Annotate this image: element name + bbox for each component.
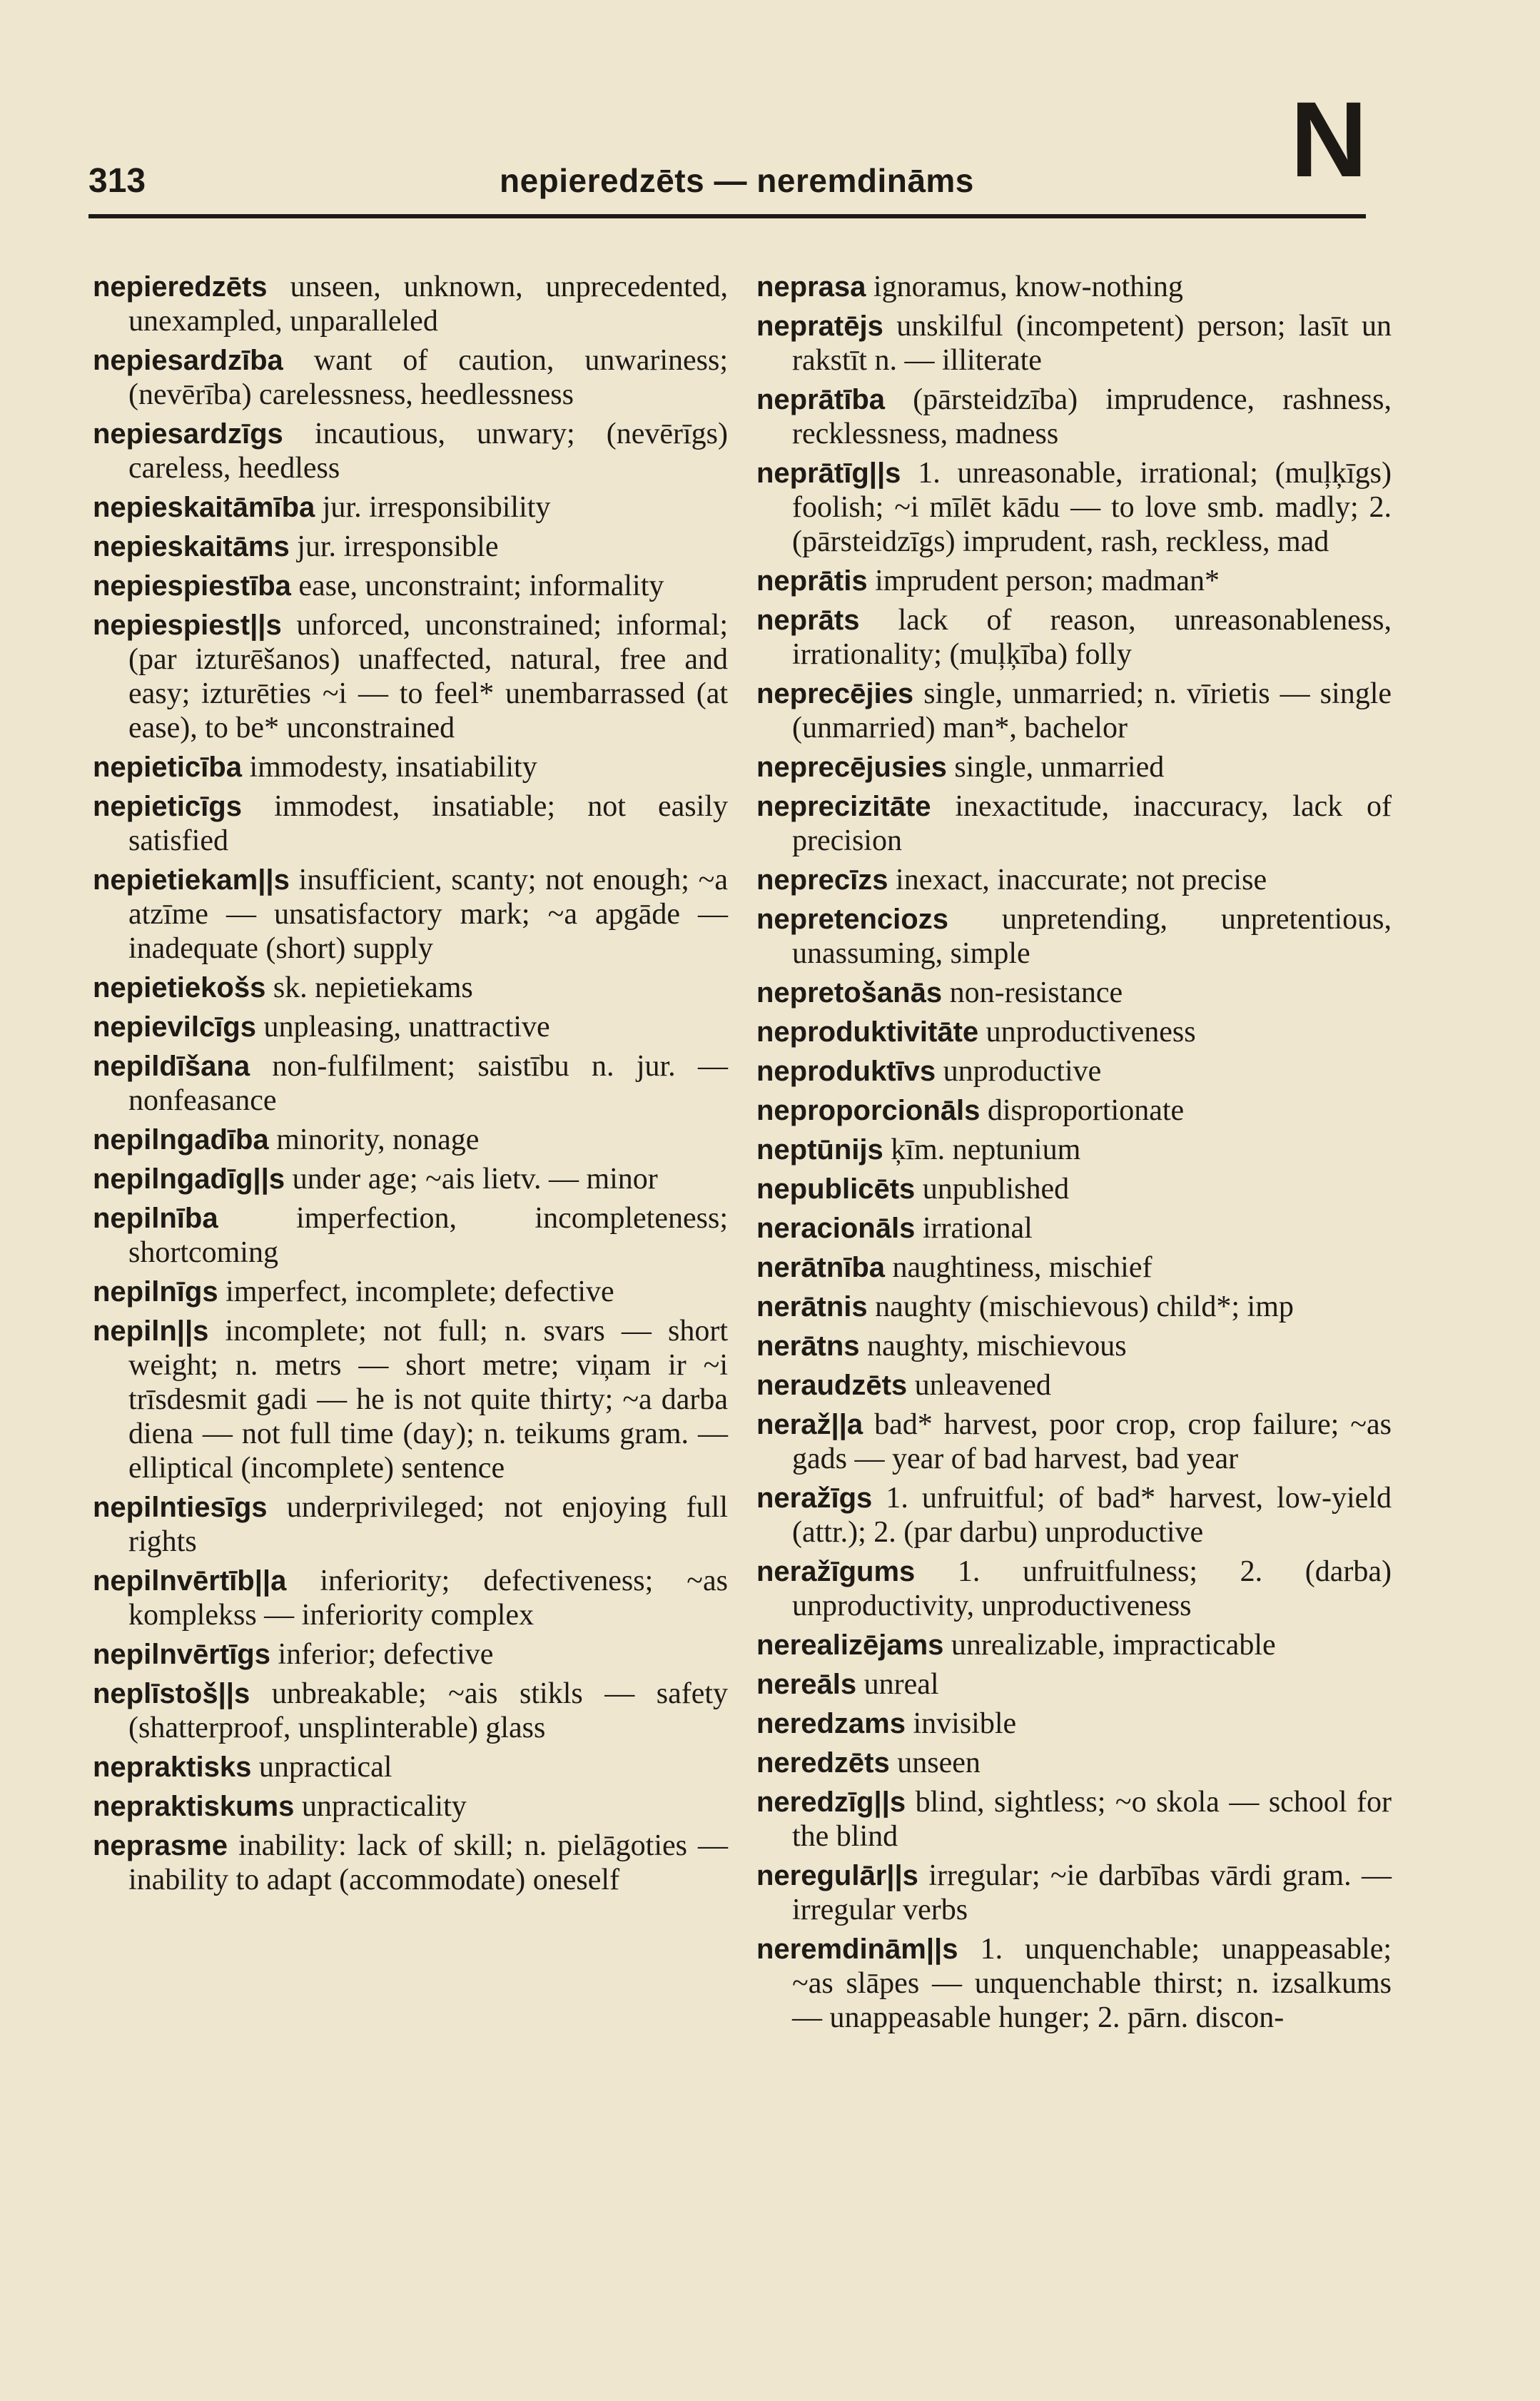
headword: nepieredzēts xyxy=(93,271,268,303)
dictionary-entry xyxy=(756,789,1392,858)
definition: single, unmarried; n. vīrietis — single (unmarried) man*, bachelor xyxy=(792,677,1392,744)
dictionary-entry xyxy=(756,1785,1392,1854)
definition: inexactitude, inaccuracy, lack of precision xyxy=(792,790,1392,857)
definition: 1. unreasonable, irrational; (muļķīgs) foolish; ~i mīlēt kādu — to love smb. madly; 2. (pārsteidzīgs) imprudent, rash, reckless, mad xyxy=(792,457,1392,558)
headword: nepraktisks xyxy=(93,1752,252,1783)
definition: imprudent person; madman* xyxy=(875,565,1220,597)
dictionary-entry xyxy=(756,1932,1392,2035)
dictionary-entry xyxy=(756,1054,1392,1088)
definition: non-resistance xyxy=(949,976,1123,1009)
dictionary-entry xyxy=(93,1010,728,1044)
dictionary-entry xyxy=(93,343,728,412)
dictionary-entry xyxy=(93,1049,728,1118)
page-number: 313 xyxy=(88,162,146,200)
dictionary-entry xyxy=(756,456,1392,559)
definition: unbreakable; ~ais stikls — safety (shatterproof, unsplinterable) glass xyxy=(128,1677,729,1744)
dictionary-entry xyxy=(93,1490,728,1559)
headword: neražīgums xyxy=(756,1556,916,1587)
definition: underprivileged; not enjoying full rights xyxy=(128,1491,729,1558)
dictionary-entry xyxy=(93,1123,728,1157)
headword: nepieskaitāmība xyxy=(93,492,315,523)
dictionary-entry xyxy=(93,569,728,603)
definition: inferior; defective xyxy=(278,1638,494,1671)
definition: unseen xyxy=(897,1747,981,1779)
definition: naughtiness, mischief xyxy=(892,1251,1153,1284)
headword: neredzēts xyxy=(756,1747,890,1779)
headword: neprasme xyxy=(93,1830,228,1861)
definition: blind, sightless; ~o skola — school for the blind xyxy=(792,1786,1392,1853)
headword: nepildīšana xyxy=(93,1051,250,1082)
headword: neproduktīvs xyxy=(756,1056,936,1087)
definition: disproportionate xyxy=(987,1094,1185,1127)
headword: nepiespiest||s xyxy=(93,610,282,641)
dictionary-entry xyxy=(93,1829,728,1897)
definition: inferiority; defectiveness; ~as komplekss — inferiority complex xyxy=(128,1565,729,1632)
headword: nepratējs xyxy=(756,310,883,342)
definition: unpractical xyxy=(258,1751,392,1784)
headword: nepraktiskums xyxy=(93,1791,295,1822)
definition: naughty (mischievous) child*; imp xyxy=(875,1290,1294,1323)
headword: nepilnība xyxy=(93,1203,218,1234)
definition: ignoramus, know-nothing xyxy=(873,271,1183,303)
dictionary-entry xyxy=(756,1667,1392,1702)
headword: nerātnis xyxy=(756,1291,868,1323)
dictionary-entry xyxy=(756,309,1392,378)
definition: naughty, mischievous xyxy=(867,1330,1127,1363)
headword: neproduktivitāte xyxy=(756,1016,979,1048)
definition: unpracticality xyxy=(301,1790,467,1823)
headword: neraž||a xyxy=(756,1409,863,1440)
headword: neprāts xyxy=(756,605,860,636)
dictionary-entry xyxy=(93,1162,728,1196)
definition: sk. nepietiekams xyxy=(273,971,473,1004)
headword: nerealizējams xyxy=(756,1629,944,1661)
dictionary-entry xyxy=(93,1275,728,1309)
headword: neprasa xyxy=(756,271,866,303)
headword: nepietiekam||s xyxy=(93,864,290,896)
headword: neprātis xyxy=(756,565,868,597)
dictionary-entry xyxy=(756,1368,1392,1402)
headword: nerātns xyxy=(756,1330,860,1362)
definition: immodest, insatiable; not easily satisfied xyxy=(128,790,728,857)
definition: lack of reason, unreasonableness, irrationality; (muļķība) folly xyxy=(792,604,1392,671)
definition: unforced, unconstrained; informal; (par izturēšanos) unaffected, natural, free and easy; izturēties ~i — to feel* unembarrassed (at ease), to be* unconstrained xyxy=(128,609,728,744)
definition: 1. unquenchable; unappeasable; ~as slāpes — unquenchable thirst; n. izsalkums — unappeasable hunger; 2. pārn. discon- xyxy=(792,1933,1392,2034)
dictionary-entry xyxy=(756,1172,1392,1206)
headword: neprecizitāte xyxy=(756,791,931,822)
definition: jur. irresponsible xyxy=(297,530,499,563)
headword: nepievilcīgs xyxy=(93,1011,256,1043)
headword: nepilngadība xyxy=(93,1124,269,1156)
running-head: nepieredzēts — neremdināms xyxy=(500,162,974,199)
dictionary-entry xyxy=(93,1750,728,1784)
definition: irregular; ~ie darbības vārdi gram. — irregular verbs xyxy=(792,1859,1392,1926)
definition: unpleasing, unattractive xyxy=(263,1011,550,1043)
definition: ease, unconstraint; informality xyxy=(298,570,664,602)
definition: non-fulfilment; saistību n. jur. — nonfeasance xyxy=(128,1050,728,1117)
dictionary-entry xyxy=(756,1746,1392,1780)
headword: nepieticīgs xyxy=(93,791,242,822)
dictionary-entry xyxy=(93,490,728,525)
dictionary-entry xyxy=(93,530,728,564)
dictionary-entry xyxy=(756,902,1392,971)
dictionary-entry xyxy=(93,608,728,745)
definition: 1. unfruitful; of bad* harvest, low-yield (attr.); 2. (par darbu) unproductive xyxy=(792,1482,1392,1549)
headword: nepilnvērtīgs xyxy=(93,1639,270,1670)
headword: nepilnīgs xyxy=(93,1276,218,1308)
definition: incautious, unwary; (nevērīgs) careless, heedless xyxy=(128,418,728,485)
headword: nepilntiesīgs xyxy=(93,1492,268,1523)
headword: neredzīg||s xyxy=(756,1786,906,1818)
definition: imperfect, incomplete; defective xyxy=(226,1275,614,1308)
definition: (pārsteidzība) imprudence, rashness, recklessness, madness xyxy=(792,383,1392,450)
definition: unseen, unknown, unprecedented, unexampled, unparalleled xyxy=(128,271,728,338)
definition: unreal xyxy=(863,1668,939,1701)
headword: nepretošanās xyxy=(756,977,943,1009)
headword: neprātīg||s xyxy=(756,458,901,489)
dictionary-entry xyxy=(756,383,1392,451)
dictionary-entry xyxy=(756,603,1392,672)
definition: jur. irresponsibility xyxy=(322,491,551,524)
dictionary-entry xyxy=(93,417,728,485)
headword: neproporcionāls xyxy=(756,1095,981,1126)
definition: inability: lack of skill; n. pielāgoties — inability to adapt (accommodate) oneself xyxy=(128,1829,729,1896)
dictionary-entry xyxy=(756,1859,1392,1927)
dictionary-entry xyxy=(756,750,1392,784)
dictionary-entry xyxy=(93,1201,728,1270)
dictionary-entry xyxy=(756,564,1392,598)
headword: nepilnvērtīb||a xyxy=(93,1565,287,1597)
definition: ķīm. neptunium xyxy=(891,1133,1081,1166)
right-column xyxy=(756,270,1392,2040)
definition: unrealizable, impracticable xyxy=(951,1629,1276,1662)
definition: invisible xyxy=(913,1707,1017,1740)
dictionary-entry xyxy=(93,1789,728,1824)
dictionary-entry xyxy=(756,270,1392,304)
dictionary-entry xyxy=(93,270,728,338)
headword: neptūnijs xyxy=(756,1134,883,1166)
headword: nepietiekošs xyxy=(93,972,266,1004)
dictionary-entry xyxy=(93,971,728,1005)
headword: nepilngadīg||s xyxy=(93,1163,285,1195)
headword: nepublicēts xyxy=(756,1173,916,1205)
definition: inexact, inaccurate; not precise xyxy=(896,864,1267,896)
definition: insufficient, scanty; not enough; ~a atzīme — unsatisfactory mark; ~a apgāde — inadequate (short) supply xyxy=(128,864,728,965)
definition: want of caution, unwariness; (nevērība) carelessness, heedlessness xyxy=(128,344,728,411)
definition: bad* harvest, poor crop, crop failure; ~as gads — year of bad harvest, bad year xyxy=(792,1408,1392,1475)
headword: neprecējusies xyxy=(756,752,947,783)
definition: immodesty, insatiability xyxy=(249,751,537,784)
dictionary-entry xyxy=(756,863,1392,897)
dictionary-entry xyxy=(756,1093,1392,1128)
dictionary-entry xyxy=(756,1481,1392,1550)
headword: nepiespiestība xyxy=(93,570,291,602)
headword: neražīgs xyxy=(756,1482,873,1514)
dictionary-entry xyxy=(756,1015,1392,1049)
dictionary-entry xyxy=(756,1555,1392,1623)
dictionary-entry xyxy=(756,1329,1392,1363)
definition: unpretending, unpretentious, unassuming, simple xyxy=(792,903,1392,970)
dictionary-entry xyxy=(756,1250,1392,1285)
dictionary-entry xyxy=(93,863,728,966)
definition: under age; ~ais lietv. — minor xyxy=(292,1163,658,1196)
section-letter: N xyxy=(1290,79,1368,199)
definition: imperfection, incompleteness; shortcoming xyxy=(128,1202,728,1269)
definition: 1. unfruitfulness; 2. (darba) unproductivity, unproductiveness xyxy=(792,1555,1392,1622)
dictionary-entry xyxy=(756,976,1392,1010)
left-column xyxy=(93,270,728,1902)
headword: nepretenciozs xyxy=(756,904,948,935)
headword: neraudzēts xyxy=(756,1370,908,1401)
definition: single, unmarried xyxy=(954,751,1165,784)
definition: unskilful (incompetent) person; lasīt un rakstīt n. — illiterate xyxy=(792,310,1392,377)
dictionary-entry xyxy=(756,1628,1392,1662)
headword: nepiesardzīgs xyxy=(93,418,283,450)
dictionary-entry xyxy=(756,1707,1392,1741)
definition: irrational xyxy=(922,1212,1033,1245)
definition: minority, nonage xyxy=(276,1123,480,1156)
definition: unpublished xyxy=(922,1173,1070,1205)
dictionary-entry xyxy=(93,789,728,858)
headword: nepieticība xyxy=(93,752,242,783)
headword: nerātnība xyxy=(756,1252,886,1283)
headword: nepieskaitāms xyxy=(93,531,290,562)
definition: incomplete; not full; n. svars — short weight; n. metrs — short metre; viņam ir ~i trīsdesmit gadi — he is not quite thirty; ~a darba diena — not full time (day); n. teikums gram. — elliptical (incomplete) sentence xyxy=(128,1315,729,1485)
headword: nepiln||s xyxy=(93,1315,209,1347)
dictionary-entry xyxy=(756,677,1392,745)
dictionary-entry xyxy=(93,1564,728,1632)
dictionary-entry xyxy=(93,1637,728,1672)
dictionary-entry xyxy=(93,1314,728,1485)
definition: unproductive xyxy=(943,1055,1102,1088)
dictionary-entry xyxy=(93,750,728,784)
headword: neplīstoš||s xyxy=(93,1678,250,1709)
headword: neredzams xyxy=(756,1708,906,1739)
dictionary-entry xyxy=(756,1133,1392,1167)
headword: neprātība xyxy=(756,384,886,415)
headword: nepiesardzība xyxy=(93,345,283,376)
headword: neremdinām||s xyxy=(756,1934,958,1965)
headword: neracionāls xyxy=(756,1213,916,1244)
header-rule xyxy=(88,214,1366,218)
headword: neregulār||s xyxy=(756,1860,918,1891)
headword: neprecējies xyxy=(756,678,914,709)
dictionary-entry xyxy=(756,1407,1392,1476)
headword: neprecīzs xyxy=(756,864,888,896)
dictionary-entry xyxy=(756,1290,1392,1324)
headword: nereāls xyxy=(756,1669,857,1700)
definition: unleavened xyxy=(914,1369,1051,1402)
dictionary-entry xyxy=(756,1211,1392,1245)
definition: unproductiveness xyxy=(986,1016,1196,1048)
dictionary-entry xyxy=(93,1677,728,1745)
